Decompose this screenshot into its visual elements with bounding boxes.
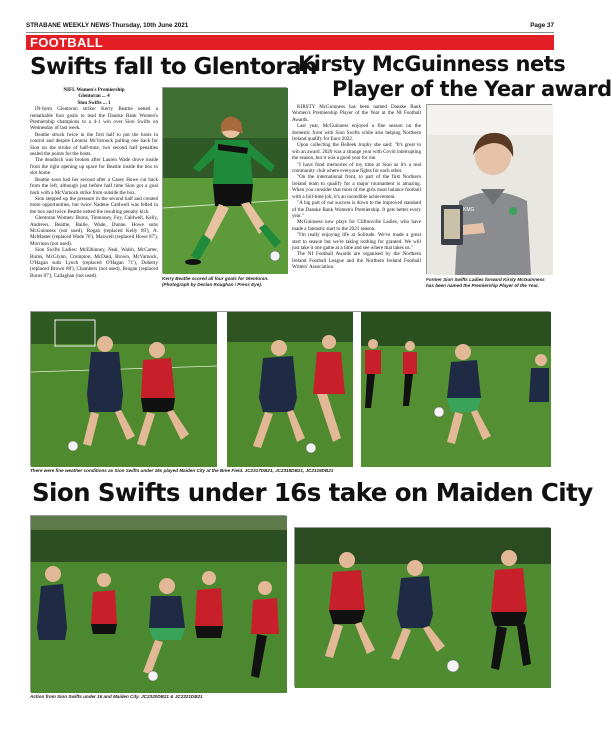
paragraph: Sion stepped up the pressure in the second half and created more opportunities, but twice Nadene Caldwell was felled in the box and twice Beattie netted the resulting penalty kick.	[30, 195, 158, 215]
paragraph: Sion Swifts Ladies: McElhinney, Neal, Walsh, McCarter, Burns, McGlynn, Crumpton, McDaid, Brown, McVarnock, O'Hagan subs Lynch (replaced O'Hagan 71'), Doherty (replaced Brown 88'), Chambers (not used), Brogan (replaced Burns 87'), Callaghan (not used).	[30, 247, 158, 279]
article-kirsty-body	[292, 104, 421, 320]
headline-swifts: Swifts fall to Glentoran	[30, 54, 317, 80]
paragraph: "I have fond memories of my time at Sion as it's a real community club where everyone fights for each other.	[292, 161, 421, 175]
caption-sion-action: Action from Sion Swifts under 16 and Maiden City. JC2320DB21 & JC2321DB21	[30, 694, 203, 699]
photo-kerry-beattie	[162, 87, 287, 273]
caption-u16-match: There were fine weather conditions as Sion Swifts under 16s played Maiden City at the Bree Field. JC2317DB21, JC2318DB21, JC2319DB21	[30, 468, 334, 473]
paragraph: KIRSTY McGuinness has been named Danske Bank Women's Premiership Player of the Year at the NI Football Awards.	[292, 104, 421, 123]
paragraph: Upon collecting the Belleek trophy she said: "It's great to win an award. 2020 was a strange year with Covid interrupting the season, but it was a good year for me.	[292, 142, 421, 162]
paragraph: Beattie soon had her second after a Casey Howe cut back from the left, although just before half time Sion got a goal back with a McVarnock strike from outside the box.	[30, 176, 158, 196]
paragraph: Glentoran Women: Burns, Tinmoney, Foy, Caldwell, Kelly, Andrews, Beattie, Bailie, Wade, Dunne, Howe subs McGuinness (not used), Rogan (replaced Kelly 69'), A. McMaster (replaced Wade 76'), Maxwell (replaced Howe 87'), Morrison (not used).	[30, 215, 158, 247]
photo-strip-u16-match	[30, 311, 550, 466]
page-number: Page 37	[530, 22, 554, 29]
masthead-paper-date: STRABANE WEEKLY NEWS·Thursday, 10th June 2021	[26, 22, 189, 29]
sion-action-1-illustration	[31, 516, 287, 693]
result-line-glentoran: Glentoran ... 4	[78, 93, 110, 100]
result-title: NIFL Women's Premiership	[63, 87, 125, 93]
headline-kirsty-line1: Kirsty McGuinness nets	[298, 52, 566, 76]
paragraph: McGuinness now plays for Cliftonville Ladies, who have made a fantastic start to the 2021 season.	[292, 219, 421, 232]
u16-match-illustration	[31, 312, 551, 467]
result-line-sion: Sion Swifts ... 1	[77, 99, 111, 106]
kerry-beattie-illustration	[163, 88, 288, 274]
photo-sion-action-2	[294, 527, 550, 687]
svg-text:KMG: KMG	[463, 207, 475, 213]
photo-kirsty-mcguinness	[426, 104, 552, 274]
article-swifts-body	[30, 87, 158, 319]
caption-kirsty-mcguinness: Former Sion Swifts Ladies forward Kirsty McGuinness has been named the Premiership Player of the Year.	[426, 277, 545, 288]
paragraph: "I'm really enjoying life at Solitude. We've made a great start to season but we're taking nothing for granted. We will just take it one game at a time and see where that takes us."	[292, 232, 421, 251]
masthead	[26, 20, 554, 32]
paragraph: Beattie struck twice in the first half to put the hosts in control and despite Leontia McVarnock pulling one back for Sion on the stroke of half-time, two second half penalties sealed the points for the hosts.	[30, 131, 158, 158]
kirsty-mcguinness-illustration	[427, 105, 553, 275]
masthead-rule	[26, 32, 554, 33]
sion-action-2-illustration	[295, 528, 551, 688]
paragraph: The NI Football Awards are organised by the Northern Ireland Football League and the Northern Ireland Football Writers' Association.	[292, 251, 421, 271]
section-label: FOOTBALL	[30, 35, 104, 50]
caption-kerry-beattie: Kerry Beattie scored all four goals for Glentoran. (Photograph by Declan Roughan / Press Eye).	[162, 276, 269, 287]
paragraph: "A big part of our success is down to the improved standard of the Danske Bank Women's Premiership. It gets better every year."	[292, 200, 421, 219]
paragraph: Last year, McGuinness enjoyed a fine season on the domestic front with Sion Swifts while also helping Northern Ireland qualify for Euro 2022.	[292, 123, 421, 143]
paragraph: "On the international front, to part of the first Northern Ireland team to qualify for a major tournament is amazing. When you consider that most of the girls must balance football with a full-time job, it's an incredible achievement.	[292, 174, 421, 200]
photo-sion-action-1	[30, 515, 286, 692]
paragraph: IN-form Glentoran striker Kerry Beattie netted a remarkable four goals to lead the Danske Bank Women's Premiership champions to a 4-1 win over Sion Swifts on Wednesday of last week.	[30, 106, 158, 132]
paragraph: The deadlock was broken after Lauren Wade drove inside from the right opening up space for Beattie inside the box to slot home.	[30, 157, 158, 177]
headline-kirsty-line2: Player of the Year award	[332, 77, 612, 101]
headline-sion-u16: Sion Swifts under 16s take on Maiden City	[32, 478, 593, 507]
section-bar	[26, 35, 554, 50]
